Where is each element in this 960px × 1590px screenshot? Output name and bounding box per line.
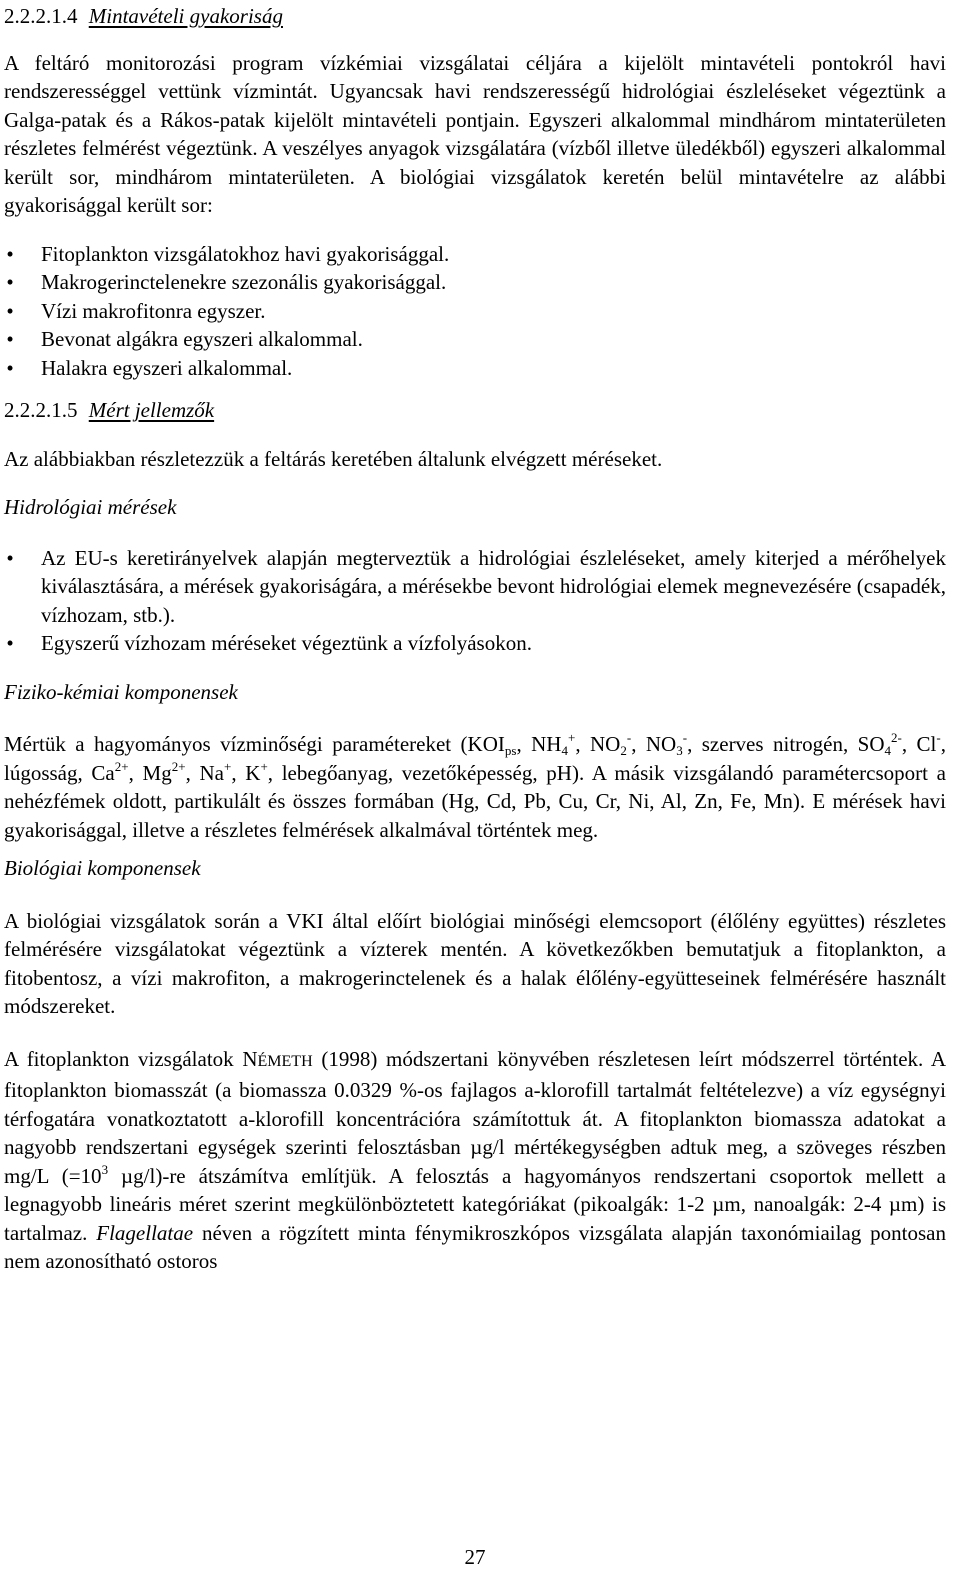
bullet-icon: •	[6, 270, 14, 294]
list-item: • Makrogerinctelenekre szezonális gyakorisággal.	[4, 268, 946, 297]
section-number: 2.2.2.1.5	[4, 398, 78, 422]
section-heading-mintaveteli	[4, 2, 946, 31]
list-item: • Az EU-s keretirányelvek alapján megterveztük a hidrológiai észleléseket, amely kiterjed a mérőhelyek kiválasztására, a mérések gyakoriságára, a mérésekbe bevont hidrológiai elemek megnevezésére (csapadék, vízhozam, stb.).	[4, 544, 946, 630]
paragraph-biological: A biológiai vizsgálatok során a VKI által előírt biológiai minőségi elemcsoport (élőlény együttes) részletes felmérésére vizsgálatokat végeztünk a vízterek mentén. A következőkben bemutatjuk a fitoplankton, a fitobentosz, a vízi makrofiton, a makrogerinctelenek és a halak élőlény-együtteseinek felmérésére használt módszereket.	[4, 908, 946, 1018]
document-page	[4, 0, 947, 1569]
paragraph-phytoplankton: A fitoplankton vizsgálatok NÉMETH (1998) módszertani könyvében részletesen leírt módszerrel történtek. A fitoplankton biomasszát (a biomassza 0.0329 %-os fajlagos a-klorofill tartalmát feltételezve) a víz egységnyi térfogatára vonatkoztatott a-klorofill koncentrációra számítottuk át. A fitoplankton biomassza adatokat a nagyobb rendszertani egységek szerinti felosztásban µg/l mértékegységben adtuk meg, a szöveges részben mg/L ($=10^3$ µg/l)-re átszámítva említjük. A felosztás a hagyományos rendszertani csoportok mellett a legnagyobb lineáris méret szerint megkülönböztetett kategóriákat (pikoalgák: 1-2 µm, nanoalgák: 2-4 µm) is tartalmaz. Flagellatae néven a rögzített minta fénymikroszkópos vizsgálata alapján taxonómiailag pontosan nem azonosítható ostoros	[4, 1046, 947, 1273]
section-number: 2.2.2.1.4	[4, 4, 78, 28]
subheading-biological: Biológiai komponensek	[4, 856, 201, 880]
page-number: 27	[464, 1545, 486, 1569]
section-heading-mert-jellemzok	[4, 396, 946, 425]
subheading-hydrological: Hidrológiai mérések	[4, 495, 177, 519]
paragraph-sampling-frequency: A feltáró monitorozási program vízkémiai vizsgálatai céljára a kijelölt mintavételi pontokról havi rendszerességgel vettünk vízmintát. Ugyancsak havi rendszerességű hidrológiai észleléseket végeztünk a Galga-patak és a Rákos-patak kijelölt mintavételi pontjain. Egyszeri alkalommal mindhárom mintaterületen részletes felmérést végeztünk. A veszélyes anyagok vizsgálatára (vízből illetve üledékből) egyszeri alkalommal került sor, mindhárom mintaterületen. A biológiai vizsgálatok keretén belül mintavételre az alábbi gyakorisággal került sor:	[4, 50, 946, 217]
bullet-icon: •	[6, 355, 14, 380]
subheading-physico-chemical: Fiziko-kémiai komponensek	[4, 679, 238, 704]
paragraph-intro-measurements: Az alábbiakban részletezzük a feltárás keretében általunk elvégzett méréseket.	[4, 446, 663, 471]
bullet-icon: •	[6, 241, 14, 266]
bullet-icon: •	[6, 545, 14, 570]
bullet-icon: •	[6, 327, 14, 351]
list-item: • Bevonat algákra egyszeri alkalommal.	[4, 325, 946, 354]
bullet-icon: •	[6, 631, 14, 655]
paragraph-physico-chemical: Mértük a hagyományos vízminőségi paramétereket ($KOI_{ps}$, $NH_4^+$, $NO_2^-$, $NO_3^-$, szerves nitrogén, $SO_4^{2-}$, Cl-, lúgosság, $Ca^{2+}$, $Mg^{2+}$, Na+, K+, lebegőanyag, vezetőképesség, pH). A másik vizsgálandó paramétercsoport a nehézfémek oldott, partikulált és összes formában (Hg, Cd, Pb, Cu, Cr, Ni, Al, Zn, Fe, Mn). E mérések havi gyakorisággal, illetve a részletes felmérések alkalmával történtek meg.	[4, 730, 946, 842]
section-title: Mért jellemzők	[88, 398, 215, 422]
bullet-icon: •	[6, 298, 14, 323]
list-item: • Egyszerű vízhozam méréseket végeztünk a vízfolyásokon.	[4, 629, 946, 658]
hydrological-list	[4, 544, 946, 658]
list-item: • Halakra egyszeri alkalommal.	[4, 354, 946, 383]
section-title: Mintavételi gyakoriság	[88, 4, 283, 28]
sampling-frequency-list	[4, 240, 946, 383]
list-item: • Fitoplankton vizsgálatokhoz havi gyakorisággal.	[4, 240, 946, 269]
list-item: • Vízi makrofitonra egyszer.	[4, 297, 946, 326]
